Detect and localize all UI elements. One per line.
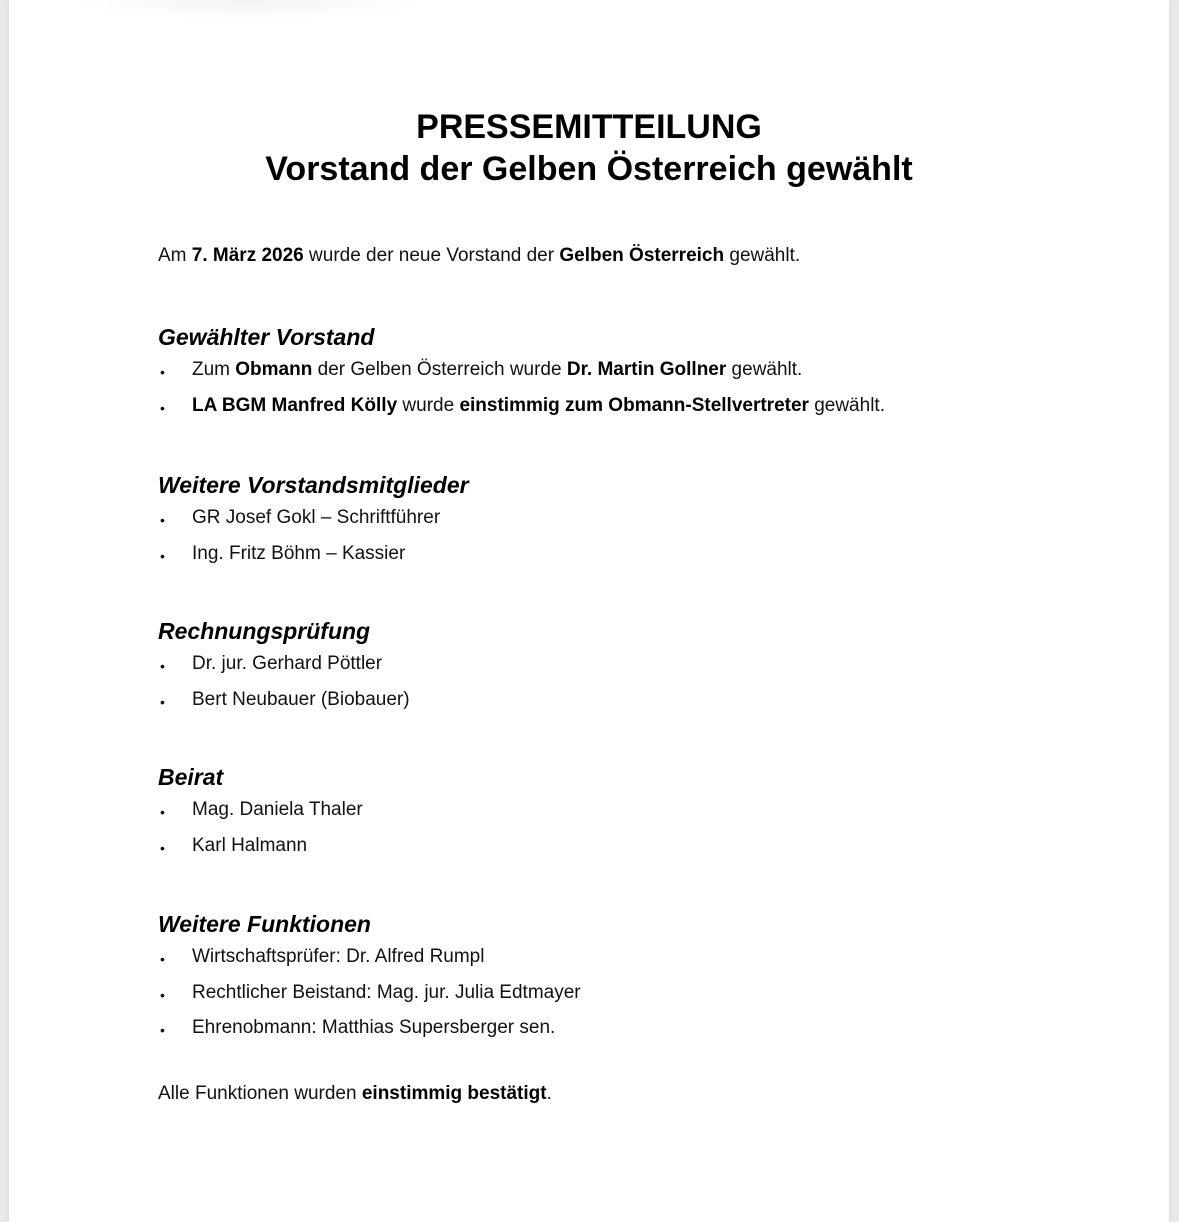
item-text: Mag. Daniela Thaler (192, 799, 363, 820)
list-item (158, 1014, 1118, 1050)
closing-text-1: Alle Funktionen wurden (158, 1082, 362, 1104)
section-rechnungspruefung (158, 616, 1118, 721)
intro-paragraph (158, 242, 1118, 270)
item-text: Ing. Fritz Böhm – Kassier (192, 542, 406, 564)
bullet-icon: • (160, 399, 165, 416)
bullet-list (158, 650, 1118, 721)
document-body (158, 242, 1118, 1108)
section-heading: Beirat (158, 764, 224, 790)
bullet-icon: • (160, 547, 165, 564)
intro-date: 7. März 2026 (191, 245, 304, 266)
section-beirat (158, 762, 1118, 867)
item-text: wurde (397, 394, 460, 416)
intro-text-3: gewählt. (724, 245, 801, 266)
item-text: der Gelben Österreich wurde (312, 359, 567, 380)
intro-text-2: wurde der neue Vorstand der (303, 245, 560, 266)
bullet-icon: • (160, 839, 165, 856)
title-line-2: Vorstand der Gelben Österreich gewählt (265, 150, 913, 188)
item-text: Wirtschaftsprüfer: Dr. Alfred Rumpl (192, 946, 485, 967)
bullet-icon: • (160, 658, 165, 674)
section-heading: Weitere Funktionen (158, 911, 371, 937)
item-person: Dr. Martin Gollner (566, 359, 727, 380)
bullet-list (158, 504, 1118, 575)
item-text: Ehrenobmann: Matthias Supersberger sen. (192, 1017, 556, 1038)
item-text: Bert Neubauer (Biobauer) (192, 688, 410, 710)
bullet-icon: • (160, 512, 165, 528)
item-text: gewählt. (808, 394, 885, 416)
item-text: gewählt. (726, 359, 803, 380)
section-weitere-vorstandsmitglieder (158, 470, 1118, 575)
section-heading: Weitere Vorstandsmitglieder (158, 472, 469, 498)
section-heading: Gewählter Vorstand (158, 324, 375, 350)
intro-org-name: Gelben Österreich (559, 245, 725, 266)
item-role: einstimmig zum Obmann-Stellvertreter (459, 394, 809, 416)
closing-text-2: . (546, 1082, 552, 1104)
list-item (158, 540, 1118, 576)
section-heading: Rechnungsprüfung (158, 618, 371, 644)
section-weitere-funktionen (158, 909, 1118, 1050)
bullet-icon: • (160, 1022, 165, 1038)
bullet-icon: • (160, 364, 165, 380)
list-item (158, 650, 1118, 686)
closing-paragraph (158, 1080, 1118, 1108)
item-text: Dr. jur. Gerhard Pöttler (192, 653, 383, 674)
intro-text-1: Am (158, 245, 192, 266)
bullet-icon: • (160, 804, 165, 820)
item-text: GR Josef Gokl – Schriftführer (192, 507, 441, 528)
item-text: Karl Halmann (192, 834, 308, 856)
bullet-list (158, 796, 1118, 867)
page-shadow-smudge (69, 0, 429, 20)
item-text: Rechtlicher Beistand: Mag. jur. Julia Edtmayer (192, 981, 581, 1003)
list-item (158, 796, 1118, 832)
document-title (9, 106, 1169, 190)
item-text: Zum (192, 359, 236, 380)
title-line-1: PRESSEMITTEILUNG (416, 108, 762, 146)
bullet-icon: • (160, 986, 165, 1003)
list-item (158, 504, 1118, 540)
item-person: LA BGM Manfred Kölly (192, 394, 398, 416)
bullet-icon: • (160, 951, 165, 967)
list-item (158, 979, 1118, 1015)
closing-emphasis: einstimmig bestätigt (361, 1082, 547, 1104)
item-role: Obmann (235, 359, 313, 380)
bullet-icon: • (160, 693, 165, 710)
list-item (158, 686, 1118, 722)
bullet-list (158, 356, 1118, 427)
list-item (158, 943, 1118, 979)
list-item (158, 832, 1118, 868)
list-item (158, 356, 1118, 392)
section-gewaehlter-vorstand (158, 322, 1118, 427)
list-item (158, 392, 1118, 428)
bullet-list (158, 943, 1118, 1050)
document-page (9, 0, 1169, 1222)
